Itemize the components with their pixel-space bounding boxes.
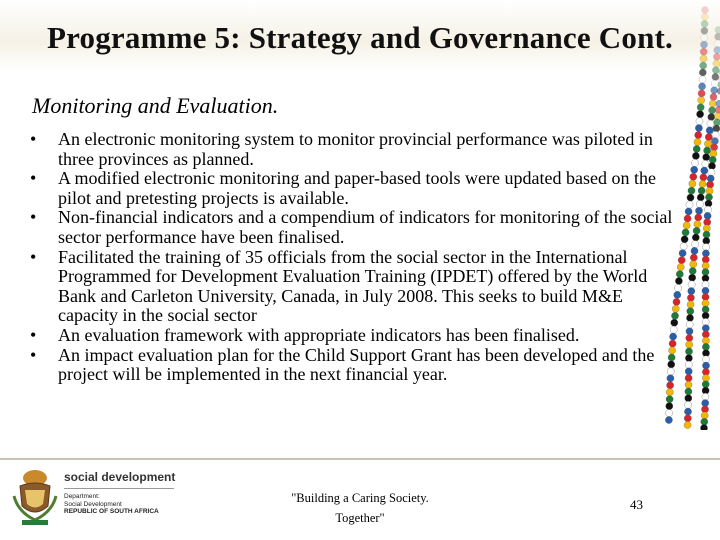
bead — [704, 219, 711, 226]
bead — [708, 162, 715, 169]
bead — [702, 306, 709, 313]
bead — [689, 274, 696, 281]
logo-dept-line: Social Development — [64, 500, 122, 508]
bead — [685, 375, 692, 382]
bullet-text: Facilitated the training of 35 officials from the social sector in the International Programmed for Development Evaluation Training (IPDET) offered by the World Bank and Carleton University, Canada, in July 2008. This seeks to build M&E capacity in the social sector — [58, 246, 648, 326]
bead — [702, 300, 709, 307]
bead — [702, 256, 709, 263]
bead — [704, 147, 711, 154]
bead — [692, 159, 699, 166]
bead — [698, 90, 705, 97]
bead — [706, 127, 713, 134]
bead — [697, 194, 704, 201]
bullet-marker: • — [30, 324, 37, 345]
bead — [685, 361, 692, 368]
bead — [685, 395, 692, 402]
bead — [702, 325, 709, 332]
bead — [686, 201, 693, 208]
list-item — [30, 326, 680, 346]
bead — [714, 119, 720, 126]
bead — [691, 166, 698, 173]
bead — [701, 167, 708, 174]
logo-department-text — [64, 493, 174, 516]
bead — [684, 421, 691, 428]
bead — [702, 375, 709, 382]
bead — [686, 328, 693, 335]
bead — [697, 111, 704, 118]
bead — [665, 416, 672, 423]
list-item — [30, 346, 680, 385]
bead — [680, 243, 687, 250]
bead — [716, 100, 720, 107]
bead — [700, 174, 707, 181]
bead — [688, 281, 695, 288]
bead — [716, 94, 720, 101]
bead — [712, 73, 719, 80]
slide-subtitle: Monitoring and Evaluation. — [32, 93, 279, 118]
bead — [687, 294, 694, 301]
bead — [692, 241, 699, 248]
bead — [702, 362, 709, 369]
bead — [712, 131, 719, 138]
bead — [706, 187, 713, 194]
bead — [704, 206, 711, 213]
bead — [707, 120, 714, 127]
bead — [711, 80, 718, 87]
bead — [692, 152, 699, 159]
bead — [702, 275, 709, 282]
bead — [710, 93, 717, 100]
bead — [705, 200, 712, 207]
bead — [711, 144, 718, 151]
bead — [702, 287, 709, 294]
bead — [696, 118, 703, 125]
bead — [690, 173, 697, 180]
bead — [682, 229, 689, 236]
bead — [685, 381, 692, 388]
bead — [666, 389, 673, 396]
bead — [700, 424, 707, 430]
bullet-marker: • — [30, 168, 37, 189]
bead — [702, 356, 709, 363]
bead — [689, 267, 696, 274]
bead — [702, 281, 709, 288]
bead — [704, 140, 711, 147]
bead — [685, 208, 692, 215]
bead — [701, 418, 708, 425]
bead — [702, 337, 709, 344]
bead — [709, 107, 716, 114]
bead — [703, 225, 710, 232]
bead — [687, 301, 694, 308]
bead — [715, 106, 720, 113]
bead — [701, 412, 708, 419]
bead — [684, 408, 691, 415]
bead — [705, 134, 712, 141]
bead — [711, 138, 718, 145]
list-item — [30, 169, 680, 208]
bullet-list — [30, 130, 680, 385]
bead — [690, 254, 697, 261]
south-africa-coat-of-arms-icon — [10, 466, 60, 528]
bead — [696, 201, 703, 208]
bead — [694, 138, 701, 145]
page-number: 43 — [630, 497, 643, 512]
bead — [666, 396, 673, 403]
bead — [703, 244, 710, 251]
bead — [702, 350, 709, 357]
bead — [681, 236, 688, 243]
bullet-marker: • — [30, 129, 37, 149]
bead — [707, 175, 714, 182]
bead — [695, 207, 702, 214]
bead — [686, 341, 693, 348]
bead — [685, 355, 692, 362]
bead — [690, 261, 697, 268]
bullet-marker: • — [30, 344, 37, 365]
bead — [666, 403, 673, 410]
bead — [701, 406, 708, 413]
list-item — [30, 248, 680, 326]
bead — [705, 194, 712, 201]
footer-divider — [0, 458, 720, 460]
bead — [688, 187, 695, 194]
bead — [699, 83, 706, 90]
bead — [685, 388, 692, 395]
bead — [693, 145, 700, 152]
bullet-text: An evaluation framework with appropriate indicators has been finalised. — [58, 324, 580, 345]
bead — [707, 181, 714, 188]
bead — [698, 187, 705, 194]
bead — [710, 150, 717, 157]
bead — [695, 132, 702, 139]
bullet-marker: • — [30, 207, 37, 228]
bead — [702, 318, 709, 325]
bead — [685, 348, 692, 355]
bead — [688, 288, 695, 295]
bead — [702, 269, 709, 276]
bead — [692, 234, 699, 241]
bead — [695, 125, 702, 132]
bead — [695, 214, 702, 221]
bead — [713, 125, 720, 132]
bead — [699, 180, 706, 187]
tagline-line: "Building a Caring Society. — [291, 491, 429, 505]
bead — [697, 104, 704, 111]
bead — [702, 293, 709, 300]
bead — [714, 113, 720, 120]
bead — [684, 415, 691, 422]
bead — [711, 87, 718, 94]
bead — [685, 368, 692, 375]
tagline-line: Together" — [335, 511, 385, 525]
bead — [694, 221, 701, 228]
bead — [709, 156, 716, 163]
bead — [704, 212, 711, 219]
bead — [685, 401, 692, 408]
bullet-marker: • — [30, 246, 37, 267]
bullet-text: An impact evaluation plan for the Child Support Grant has been developed and the project will be implemented in the next financial year. — [58, 344, 655, 385]
bead — [702, 393, 709, 400]
bead — [702, 262, 709, 269]
logo-name: social development — [64, 470, 176, 484]
bead — [703, 154, 710, 161]
bead — [698, 97, 705, 104]
bead — [702, 368, 709, 375]
bead — [702, 381, 709, 388]
bead — [689, 180, 696, 187]
bead — [699, 76, 706, 83]
bead — [702, 387, 709, 394]
bead — [703, 231, 710, 238]
bead — [686, 314, 693, 321]
bead — [691, 247, 698, 254]
bullet-text: A modified electronic monitoring and paper-based tools were updated based on the pilot and pretesting projects is available. — [58, 168, 656, 208]
slide-title: Programme 5: Strategy and Governance Cont. — [47, 20, 673, 55]
list-item — [30, 130, 680, 169]
bead — [702, 400, 709, 407]
bead — [686, 334, 693, 341]
bead — [666, 410, 673, 417]
bead — [683, 222, 690, 229]
bead — [702, 343, 709, 350]
bullet-text: Non-financial indicators and a compendium of indicators for monitoring of the social sector performance have been finalised. — [58, 207, 673, 247]
footer-tagline — [270, 488, 450, 528]
bead — [702, 312, 709, 319]
bead — [708, 113, 715, 120]
logo-divider — [64, 488, 174, 489]
bead — [708, 169, 715, 176]
logo-dept-line: REPUBLIC OF SOUTH AFRICA — [64, 508, 159, 515]
bead — [693, 227, 700, 234]
department-logo — [8, 462, 178, 530]
bead — [703, 237, 710, 244]
bead — [702, 250, 709, 257]
bead — [702, 160, 709, 167]
logo-dept-line: Department: — [64, 493, 100, 500]
list-item — [30, 208, 680, 247]
bead — [709, 100, 716, 107]
bead — [684, 215, 691, 222]
bead — [679, 250, 686, 257]
bead — [687, 308, 694, 315]
bead — [686, 321, 693, 328]
bead — [687, 194, 694, 201]
bullet-text: An electronic monitoring system to monitor provincial performance was piloted in three provinces as planned. — [58, 129, 653, 169]
bead — [702, 331, 709, 338]
